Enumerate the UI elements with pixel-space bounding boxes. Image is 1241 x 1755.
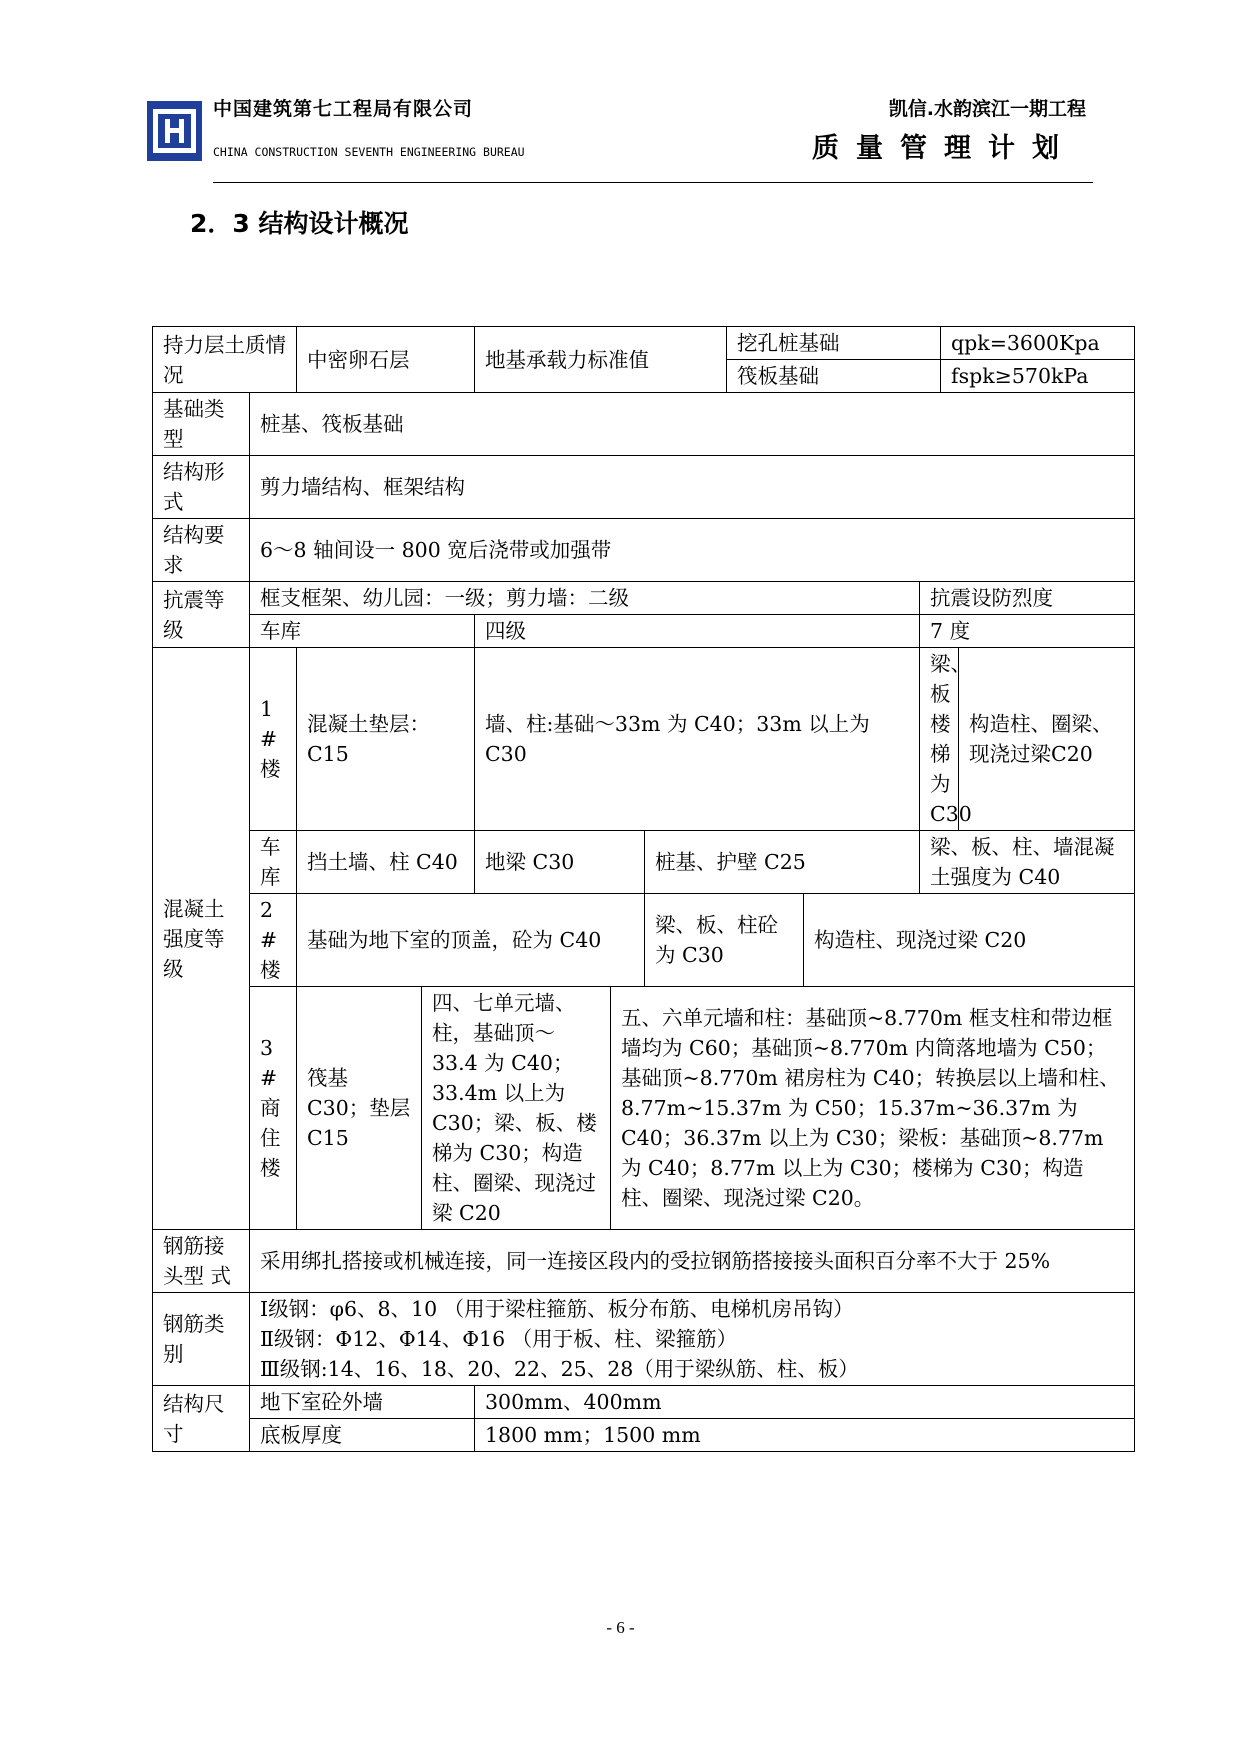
pile-foundation-label: 挖孔桩基础: [727, 327, 941, 360]
structural-design-table: [152, 326, 1135, 1452]
table-row: [153, 456, 1135, 519]
structure-form-label: 结构形式: [153, 456, 250, 519]
building-2-name: 2#楼: [250, 894, 297, 987]
concrete-grade-label: 混凝土强度等级: [153, 648, 250, 1230]
section-title: 2．3 结构设计概况: [190, 209, 409, 238]
raft-foundation-label: 筏板基础: [727, 360, 941, 393]
table-row: [153, 648, 1135, 831]
table-row: [153, 1293, 1135, 1386]
rebar-type-values: [250, 1293, 1135, 1386]
building-2-columns: 构造柱、现浇过梁 C20: [804, 894, 1135, 987]
seismic-intensity-value: 7 度: [920, 615, 1135, 648]
building-1-beams: 梁、板楼梯为C30: [920, 648, 959, 831]
slab-thickness-value: 1800 mm；1500 mm: [475, 1419, 1135, 1452]
header-divider: [213, 182, 1093, 183]
table-row: [153, 519, 1135, 582]
pile-foundation-value: qpk=3600Kpa: [941, 327, 1135, 360]
table-row: [153, 393, 1135, 456]
garage-retaining-wall: 挡土墙、柱 C40: [297, 831, 475, 894]
structure-requirement-value: 6～8 轴间设一 800 宽后浇带或加强带: [250, 519, 1135, 582]
rebar-type-label: 钢筋类别: [153, 1293, 250, 1386]
project-name: 凯信.水韵滨江一期工程: [888, 98, 1086, 120]
company-name-cn: 中国建筑第七工程局有限公司: [213, 98, 474, 120]
seismic-grade-label: 抗震等级: [153, 582, 250, 648]
structure-form-value: 剪力墙结构、框架结构: [250, 456, 1135, 519]
company-logo: [147, 101, 202, 161]
garage-pile: 桩基、护壁 C25: [645, 831, 920, 894]
building-3-name: 3#商住楼: [250, 987, 297, 1230]
table-row: [153, 1419, 1135, 1452]
seismic-garage-label: 车库: [250, 615, 475, 648]
table-row: [153, 1230, 1135, 1293]
building-2-base: 基础为地下室的顶盖，砼为 C40: [297, 894, 645, 987]
building-3-units-5-6: 五、六单元墙和柱：基础顶~8.770m 框支柱和带边框墙均为 C60；基础顶~8.770m 内筒落地墙为 C50；基础顶~8.770m 裙房柱为 C40；转换层以上墙和柱、8.77m~15.37m 为 C50；15.37m~36.37m 为 C40；36.37m 以上为 C30；梁板：基础顶~8.77m 为 C40；8.77m 以上为 C30；楼梯为 C30；构造柱、圈梁、现浇过梁 C20。: [611, 987, 1135, 1230]
building-2-beams: 梁、板、柱砼为 C30: [645, 894, 804, 987]
table-row: [153, 987, 1135, 1230]
bearing-capacity-label: 地基承载力标准值: [475, 327, 727, 393]
building-1-cushion: 混凝土垫层：C15: [297, 648, 475, 831]
structure-size-label: 结构尺寸: [153, 1386, 250, 1452]
garage-name: 车库: [250, 831, 297, 894]
document-title: 质量管理计划: [812, 133, 1076, 164]
slab-thickness-label: 底板厚度: [250, 1419, 475, 1452]
bearing-layer-label: 持力层土质情况: [153, 327, 297, 393]
company-name-en: CHINA CONSTRUCTION SEVENTH ENGINEERING BUREAU: [213, 145, 525, 159]
rebar-grade-1: Ⅰ级钢：φ6、8、10 （用于梁柱箍筋、板分布筋、电梯机房吊钩）: [260, 1297, 854, 1321]
foundation-type-value: 桩基、筏板基础: [250, 393, 1135, 456]
rebar-joint-value: 采用绑扎搭接或机械连接，同一连接区段内的受拉钢筋搭接接头面积百分率不大于 25%: [250, 1230, 1135, 1293]
building-3-raft: 筏基 C30；垫层 C15: [297, 987, 422, 1230]
rebar-joint-label: 钢筋接头型 式: [153, 1230, 250, 1293]
basement-wall-label: 地下室砼外墙: [250, 1386, 475, 1419]
basement-wall-value: 300mm、400mm: [475, 1386, 1135, 1419]
table-row: [153, 1386, 1135, 1419]
raft-foundation-value: fspk≥570kPa: [941, 360, 1135, 393]
seismic-grade-main: 框支框架、幼儿园：一级；剪力墙：二级: [250, 582, 920, 615]
table-row: [153, 327, 1135, 360]
page-number: - 6 -: [606, 1618, 635, 1637]
building-1-name: 1#楼: [250, 648, 297, 831]
building-3-units-4-7: 四、七单元墙、柱，基础顶～33.4 为 C40；33.4m 以上为 C30；梁、板、楼梯为 C30；构造柱、圈梁、现浇过梁 C20: [422, 987, 611, 1230]
garage-others: 梁、板、柱、墙混凝土强度为 C40: [920, 831, 1135, 894]
foundation-type-label: 基础类型: [153, 393, 250, 456]
table-row: [153, 582, 1135, 615]
rebar-grade-2: Ⅱ级钢：Φ12、Φ14、Φ16 （用于板、柱、梁箍筋）: [260, 1327, 738, 1351]
seismic-intensity-label: 抗震设防烈度: [920, 582, 1135, 615]
garage-ground-beam: 地梁 C30: [475, 831, 645, 894]
seismic-garage-level: 四级: [475, 615, 920, 648]
bearing-layer-value: 中密卵石层: [297, 327, 475, 393]
building-1-walls: 墙、柱:基础～33m 为 C40；33m 以上为 C30: [475, 648, 920, 831]
table-row: [153, 894, 1135, 987]
building-1-columns: 构造柱、圈梁、现浇过梁C20: [959, 648, 1135, 831]
table-row: [153, 615, 1135, 648]
table-row: [153, 831, 1135, 894]
structure-requirement-label: 结构要求: [153, 519, 250, 582]
rebar-grade-3: Ⅲ级钢:14、16、18、20、22、25、28（用于梁纵筋、柱、板）: [260, 1357, 859, 1381]
